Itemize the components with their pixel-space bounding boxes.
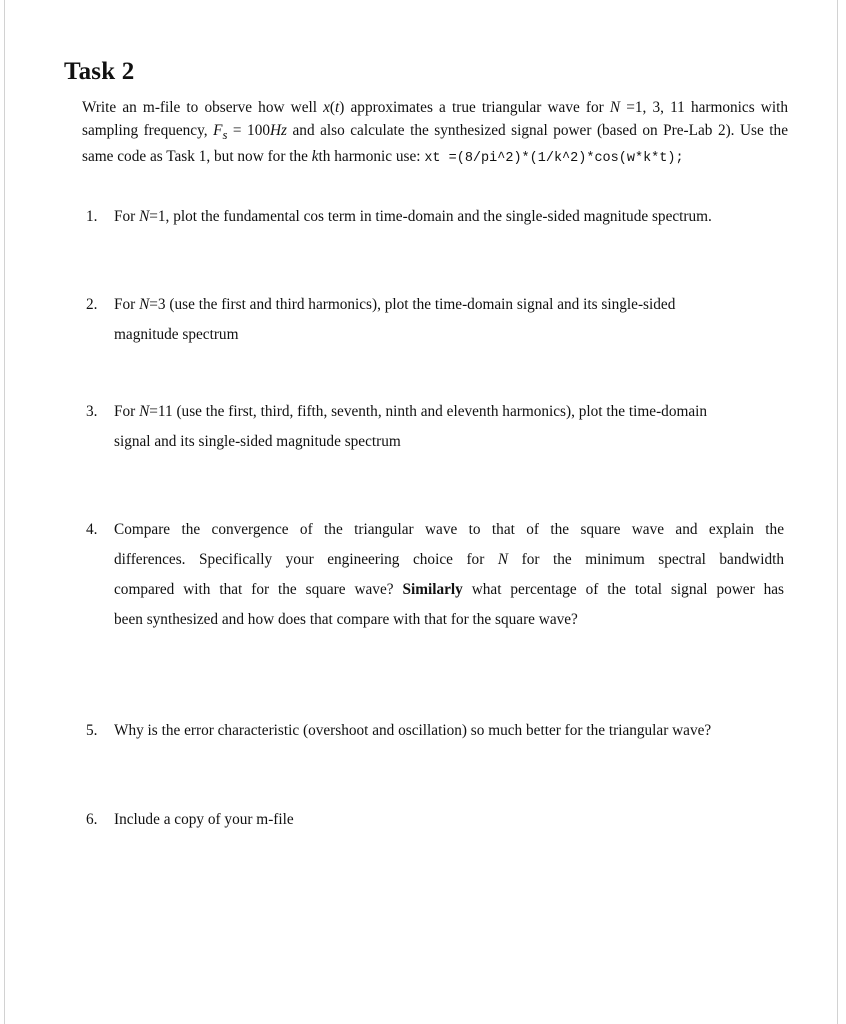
list-item-text: signal and its single-sided magnitude spectrum <box>114 433 401 450</box>
list-item-text: differences. Specifically your engineering choice for N for the minimum spectral bandwidth <box>114 551 784 568</box>
task-title: Task 2 <box>64 58 135 85</box>
list-item-number: 4. <box>86 521 98 538</box>
list-item-number: 2. <box>86 296 98 313</box>
list-item-text: compared with that for the square wave? Similarly what percentage of the total signal power has <box>114 581 784 598</box>
matlab-code-snippet: xt =(8/pi^2)*(1/k^2)*cos(w*k*t); <box>424 151 684 167</box>
list-item-text: Why is the error characteristic (overshoot and oscillation) so much better for the triangular wave? <box>114 722 712 739</box>
intro-paragraph <box>82 97 788 171</box>
list-item-text: For N=3 (use the first and third harmonics), plot the time-domain signal and its single-sided <box>114 296 676 313</box>
list-item-text: been synthesized and how does that compare with that for the square wave? <box>114 611 578 628</box>
list-item-number: 6. <box>86 811 98 828</box>
list-item-number: 5. <box>86 722 98 739</box>
intro-line-2: sampling frequency, $F_s = 100Hz$ and also calculate the synthesized signal power (based on Pre-Lab 2). Use the <box>82 121 788 142</box>
list-item-text: Include a copy of your m-file <box>114 811 294 828</box>
intro-line-3: same code as Task 1, but now for the kth harmonic use: xt =(8/pi^2)*(1/k^2)*cos(w*k*t); <box>82 148 684 167</box>
list-item-number: 1. <box>86 208 98 225</box>
list-item-text: For N=11 (use the first, third, fifth, seventh, ninth and eleventh harmonics), plot the time-domain <box>114 403 708 420</box>
list-item-number: 3. <box>86 403 98 420</box>
list-item-text: Compare the convergence of the triangular wave to that of the square wave and explain the <box>114 521 784 538</box>
list-item-text: For N=1, plot the fundamental cos term in time-domain and the single-sided magnitude spectrum. <box>114 208 712 225</box>
intro-line-1: Write an m-file to observe how well x(t) approximates a true triangular wave for N =1, 3, 11 harmonics with <box>82 99 788 116</box>
list-item-text: magnitude spectrum <box>114 326 239 343</box>
